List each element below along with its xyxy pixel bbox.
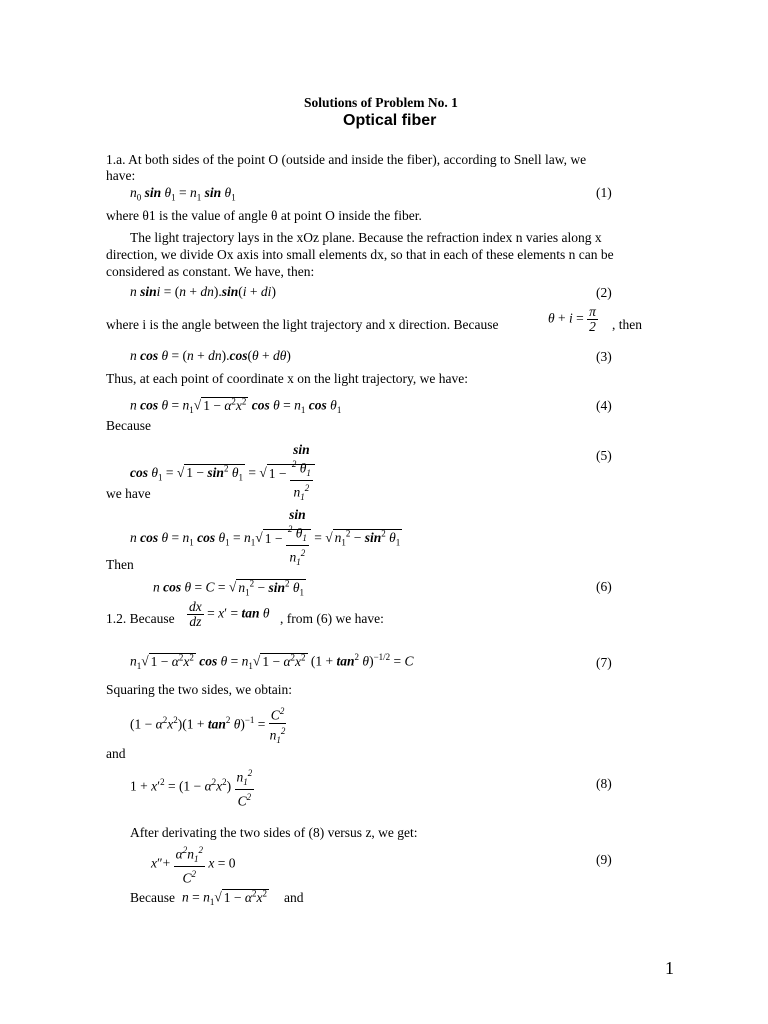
- equation-2: n sini = (n + dn).sin(i + di): [130, 284, 276, 299]
- equation-1: $n_0$ $\sin \theta_1 = n_1$ $\sin \theta_1$: [130, 185, 236, 203]
- equation-theta-plus-i: θ + i = $\frac{\pi}{2}$: [548, 304, 596, 334]
- equation-3: n cos θ = (n + dn).cos(θ + dθ): [130, 348, 291, 363]
- label-because-2: Because: [130, 890, 175, 905]
- label-because: Because: [106, 418, 151, 433]
- equation-9: x″+ $\frac{\alpha^2n_1^2}{C^2}$ x = 0: [151, 845, 236, 886]
- equation-number-2: (2): [596, 285, 612, 300]
- equation-number-1: (1): [596, 185, 612, 200]
- label-we-have: we have: [106, 486, 151, 501]
- equation-6: n cos θ = C = √ $n_1^2 - \sin^2 \theta_1$: [153, 578, 304, 598]
- equation-squared: $(1 - \alpha^2x^2)(1 + \tan^2 \theta)^{-1}$ = $\frac{C^2}{n_1^2}$: [130, 706, 286, 745]
- equation-number-9: (9): [596, 852, 612, 867]
- paragraph-angle-i: where i is the angle between the light trajectory and x direction. Because: [106, 317, 499, 332]
- paragraph-1a-cont: have:: [106, 168, 136, 183]
- equation-n: $n = n_1√$ $1 - \alpha^2x^2$: [182, 888, 268, 908]
- equation-number-5: (5): [596, 448, 612, 463]
- paragraph-1-2: 1.2. Because: [106, 611, 175, 626]
- equation-7: $n_1√$ $1 - \alpha^2x^2$ $\cos \theta = n_1√$ $1 - \alpha^2x^2$ $(1 + \tan^2 \theta)^{-1/2} = C$: [130, 652, 414, 672]
- paragraph-where-theta: where θ1 is the value of angle θ at point O inside the fiber.: [106, 208, 422, 223]
- paragraph-1-2-end: , from (6) we have:: [280, 611, 384, 626]
- problem-heading: Solutions of Problem No. 1: [304, 95, 458, 110]
- equation-dxdz: $\frac{dx}{dz}$ = x′ = tan θ: [189, 599, 270, 629]
- equation-number-8: (8): [596, 776, 612, 791]
- equation-number-7: (7): [596, 655, 612, 670]
- label-squaring: Squaring the two sides, we obtain:: [106, 682, 292, 697]
- paragraph-trajectory-1: The light trajectory lays in the xOz plane. Because the refraction index n varies along x: [130, 230, 602, 245]
- paragraph-1a: 1.a. At both sides of the point O (outside and inside the fiber), according to Snell law, we: [106, 152, 587, 167]
- equation-8: $1 + x'^2 = (1 - \alpha^2x^2)$ $\frac{n_1^2}{C^2}$: [130, 768, 253, 809]
- paragraph-after: After derivating the two sides of (8) versus z, we get:: [130, 825, 418, 840]
- label-then: Then: [106, 557, 134, 572]
- paragraph-trajectory-2: direction, we divide Ox axis into small elements dx, so that in each of these elements n can be: [106, 247, 614, 262]
- equation-number-3: (3): [596, 349, 612, 364]
- equation-number-6: (6): [596, 579, 612, 594]
- paragraph-thus: Thus, at each point of coordinate x on the light trajectory, we have:: [106, 371, 469, 386]
- page-number: 1: [665, 958, 674, 978]
- equation-4: n $\cos \theta = n_1√$ $1 - \alpha^2x^2$ $\cos \theta = n_1$ $\cos \theta_1$: [130, 396, 342, 416]
- paragraph-trajectory-3: considered as constant. We have, then:: [106, 264, 315, 279]
- equation-5: $\cos \theta_1$ = √ $1 - \sin^2 \theta_1$ = √ 1 − sin $^2$ $\theta_1$ $n_1^2$: [130, 443, 315, 504]
- equation-number-4: (4): [596, 398, 612, 413]
- equation-5b: n $\cos \theta = n_1$ $\cos \theta_1 = n_1√$ 1 − sin $^2$ $\theta_1$ $n_1^2$ = √ $n_1^2 - \sin^2 \theta_1$: [130, 507, 401, 568]
- label-and-2: and: [284, 890, 304, 905]
- page-title: Optical fiber: [343, 112, 437, 129]
- label-and: and: [106, 746, 126, 761]
- paragraph-angle-i-end: , then: [612, 317, 642, 332]
